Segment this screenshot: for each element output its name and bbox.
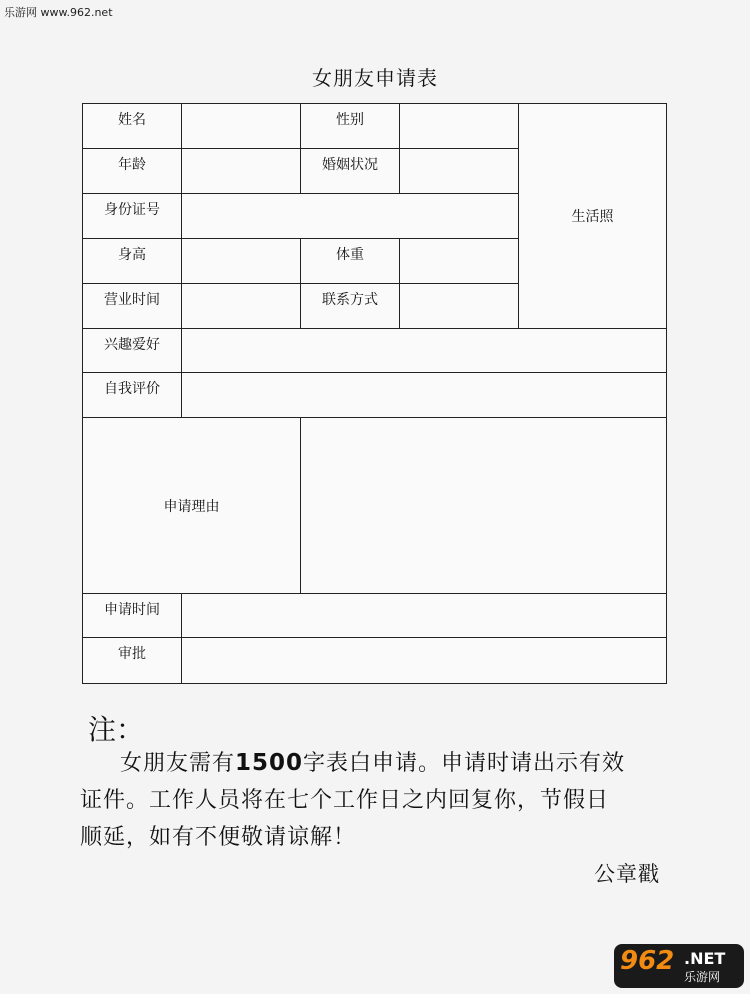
field-reason[interactable] [301,418,667,594]
field-approval[interactable] [182,638,667,684]
label-hobbies: 兴趣爱好 [83,329,182,373]
field-marital[interactable] [400,149,519,194]
label-approval: 审批 [83,638,182,684]
note-line-1-number: 1500 [235,750,304,776]
label-self-eval: 自我评价 [83,373,182,418]
note-line-3: 顺延，如有不便敬请谅解！ [80,825,357,850]
field-hobbies[interactable] [182,329,667,373]
brand-logo-sub: 乐游网 [684,970,721,984]
watermark-top: 乐游网 www.962.net [4,6,113,19]
field-gender[interactable] [400,104,519,149]
label-reason: 申请理由 [83,418,301,594]
field-age[interactable] [182,149,301,194]
note-line-1-a: 女朋友需有 [120,751,236,776]
official-seal-label: 公章戳 [594,862,660,886]
form-title: 女朋友申请表 [312,66,438,90]
label-contact: 联系方式 [301,284,400,329]
field-business-hours[interactable] [182,284,301,329]
photo-box[interactable] [519,104,667,329]
field-apply-time[interactable] [182,594,667,638]
label-name: 姓名 [83,104,182,149]
application-form-table [82,103,667,684]
label-gender: 性别 [301,104,400,149]
field-weight[interactable] [400,239,519,284]
label-apply-time: 申请时间 [83,594,182,638]
label-height: 身高 [83,239,182,284]
label-business-hours: 营业时间 [83,284,182,329]
brand-logo-number: 962 [620,946,675,976]
note-line-2: 证件。工作人员将在七个工作日之内回复你，节假日 [80,788,610,813]
label-age: 年龄 [83,149,182,194]
field-height[interactable] [182,239,301,284]
note-line-1-b: 字表白申请。申请时请出示有效 [303,751,626,776]
note-line-1 [120,745,690,782]
note-heading: 注： [88,713,145,746]
label-weight: 体重 [301,239,400,284]
field-name[interactable] [182,104,301,149]
brand-logo-badge [614,944,744,988]
label-marital: 婚姻状况 [301,149,400,194]
label-photo: 生活照 [571,209,614,225]
field-id-number[interactable] [182,194,519,239]
field-self-eval[interactable] [182,373,667,418]
label-id-number: 身份证号 [83,194,182,239]
field-contact[interactable] [400,284,519,329]
brand-logo-net: .NET [684,949,726,968]
note-body [80,745,690,856]
